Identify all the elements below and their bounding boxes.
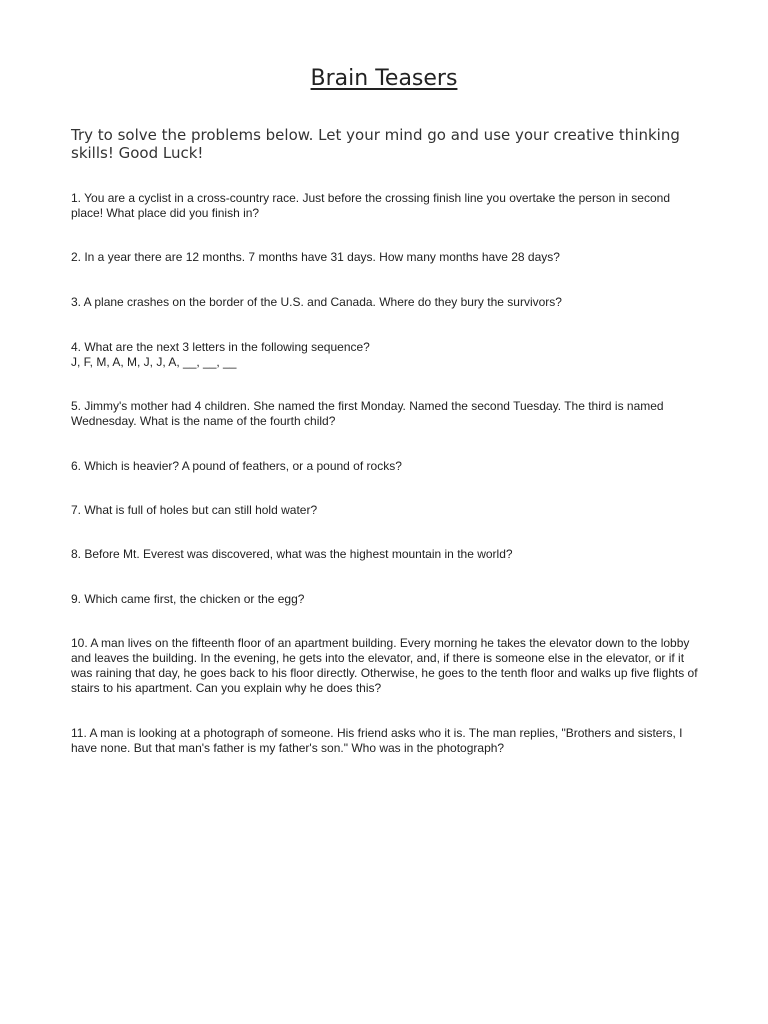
question-3: 3. A plane crashes on the border of the U.S. and Canada. Where do they bury the survivors? [71,295,562,309]
question-11: 11. A man is looking at a photograph of someone. His friend asks who it is. The man replies, "Brothers and sisters, I have none. But that man's father is my father's son." Who was in the photograph? [71,726,683,755]
intro-text: Try to solve the problems below. Let your mind go and use your creative thinking skills! Good Luck! [71,126,680,162]
question-8: 8. Before Mt. Everest was discovered, what was the highest mountain in the world? [71,547,513,561]
page-title: Brain Teasers [310,66,458,91]
question-7: 7. What is full of holes but can still hold water? [71,503,318,517]
question-10: 10. A man lives on the fifteenth floor of an apartment building. Every morning he takes the elevator down to the lobby and leaves the building. In the evening, he gets into the elevator, and, if there is someone else in the elevator, or if it was raining that day, he goes back to his floor directly. Otherwise, he goes to the tenth floor and walks up five flights of stairs to his apartment. Can you explain why he does this? [71,636,698,695]
question-6: 6. Which is heavier? A pound of feathers, or a pound of rocks? [71,459,402,473]
question-9: 9. Which came first, the chicken or the egg? [71,592,305,606]
question-1: 1. You are a cyclist in a cross-country race. Just before the crossing finish line you overtake the person in second place! What place did you finish in? [71,191,670,220]
question-2: 2. In a year there are 12 months. 7 months have 31 days. How many months have 28 days? [71,250,560,264]
question-5: 5. Jimmy's mother had 4 children. She named the first Monday. Named the second Tuesday. The third is named Wednesday. What is the name of the fourth child? [71,399,664,428]
question-4: 4. What are the next 3 letters in the following sequence? J, F, M, A, M, J, J, A, __, __, __ [71,340,370,369]
